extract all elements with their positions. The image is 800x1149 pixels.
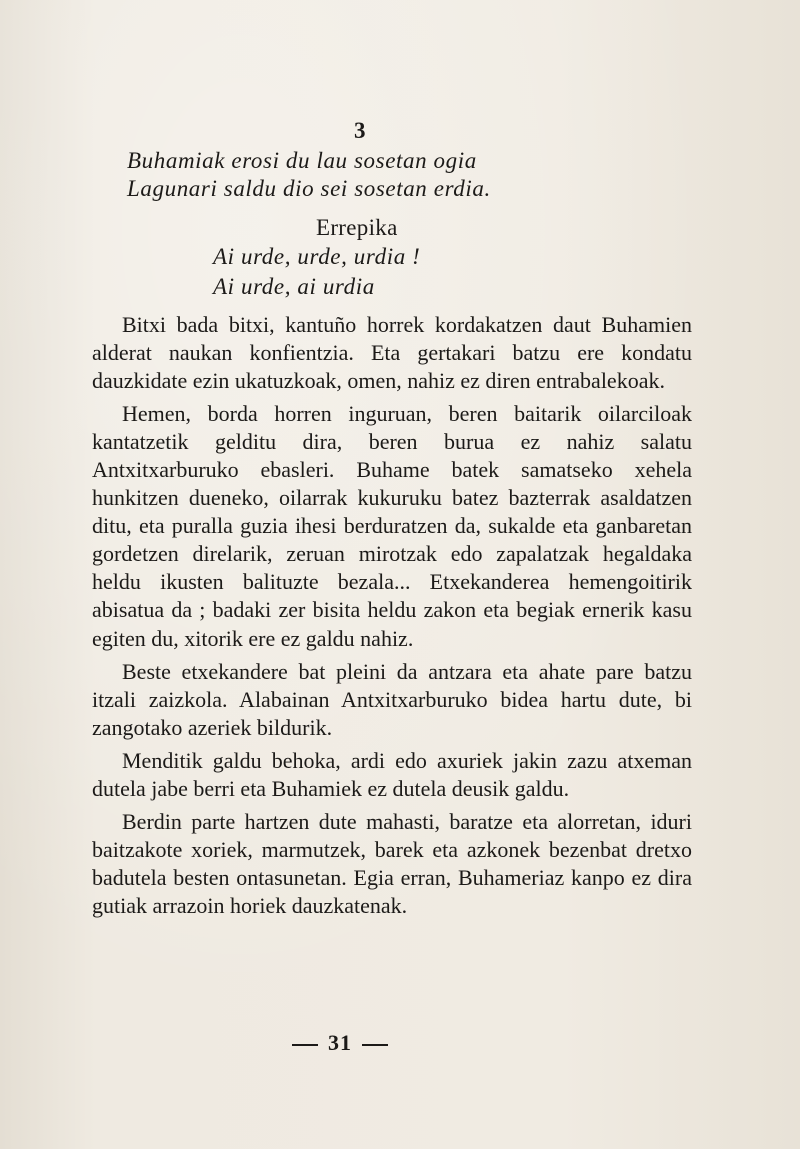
paragraph-5: Berdin parte hartzen dute mahasti, baratze eta alorretan, iduri baitzakote xoriek, marmutzek, barek eta azkonek bezenbat dretxo badutela besten ontasunetan. Egia erran, Buhameriaz kanpo ez dira gutiak arrazoin horiek dauzkatenak. (92, 808, 692, 918)
refrain-line-1: Ai urde, urde, urdia ! (213, 244, 421, 269)
paragraph-4: Menditik galdu behoka, ardi edo axuriek jakin zazu atxeman dutela jabe berri eta Buhamiek ez dutela deusik galdu. (92, 747, 692, 801)
prose-body (92, 311, 692, 925)
stanza-number: 3 (354, 118, 366, 143)
page-folio (0, 1030, 680, 1056)
refrain-title: Errepika (316, 215, 398, 240)
paragraph-3: Beste etxekandere bat pleini da antzara eta ahate pare batzu itzali zaizkola. Alabainan Antxitxarburuko bidea hartu dute, bi zangotako azeriek bildurik. (92, 658, 692, 740)
paragraph-2: Hemen, borda horren inguruan, beren baitarik oilarciloak kantatzetik gelditu dira, beren burua ez nahiz salatu Antxitxarburuko ebasleri. Buhame batek samatseko xehela hunkitzen dueneko, oilarrak kukuruku batez bazterrak asaldatzen ditu, eta puralla guzia ihesi berduratzen da, sukalde eta ganbaretan gordetzen direlarik, zeruan mirotzak edo zapalatzak hegaldaka heldu ikusten balituzte bezala... Etxekanderea hemengoitirik abisatua da ; badaki zer bisita heldu zakon eta begiak ernerik kasu egiten du, xitorik ere ez galdu nahiz. (92, 401, 692, 651)
stanza-line-2: Lagunari saldu dio sei sosetan erdia. (127, 176, 491, 201)
folio-dash-right (362, 1044, 388, 1046)
refrain-line-2: Ai urde, ai urdia (213, 274, 375, 299)
paragraph-1: Bitxi bada bitxi, kantuño horrek kordakatzen daut Buhamien alderat naukan konfientzia. Eta gertakari batzu ere kondatu dauzkidate ezin ukatuzkoak, omen, nahiz ez diren entrabalekoak. (92, 312, 692, 394)
page-number: 31 (328, 1030, 352, 1055)
folio-dash-left (292, 1044, 318, 1046)
stanza-line-1: Buhamiak erosi du lau sosetan ogia (127, 148, 477, 173)
